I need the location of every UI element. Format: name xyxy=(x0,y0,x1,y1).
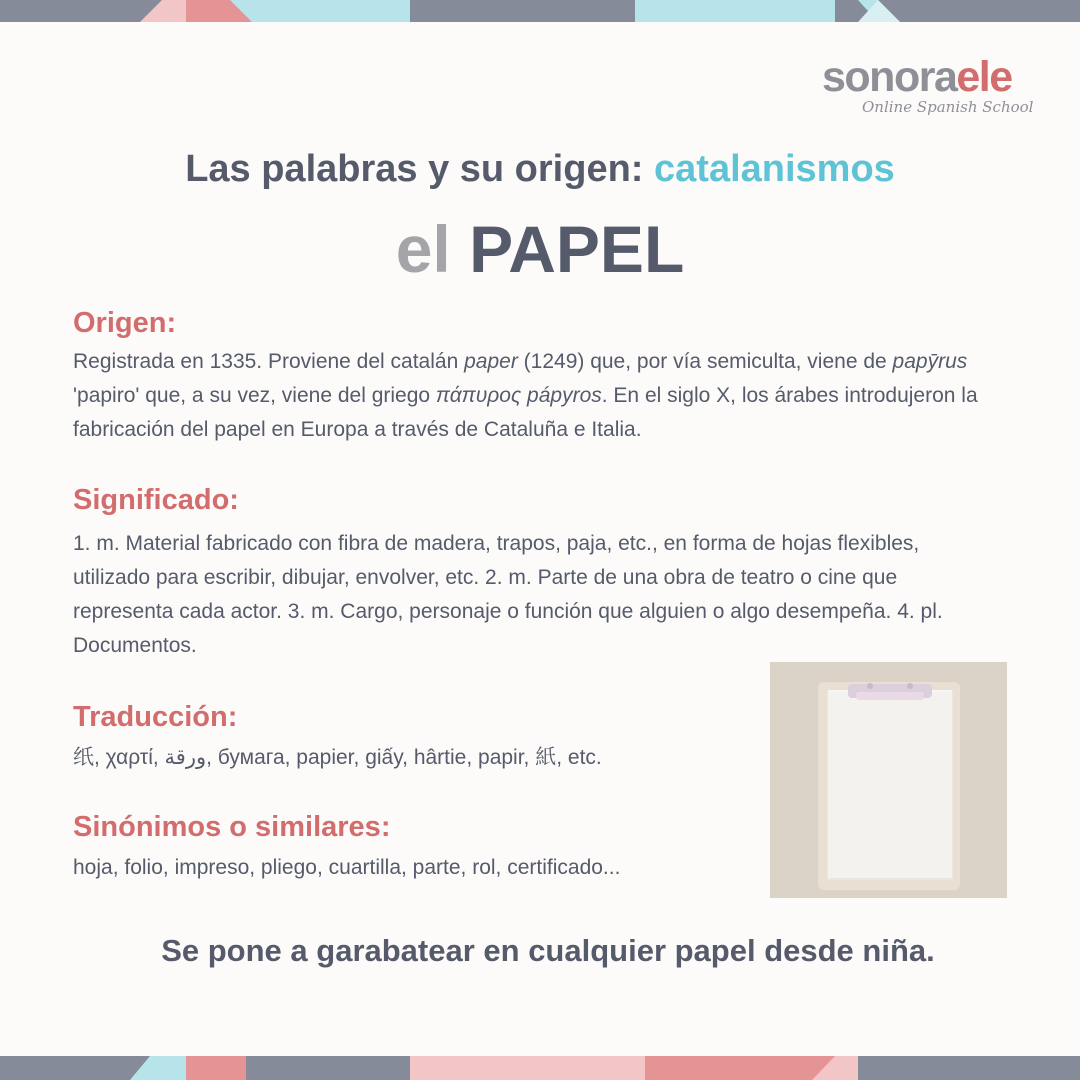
clipboard-photo xyxy=(770,662,1007,898)
page-title xyxy=(0,143,1080,195)
sinonimos-text: hoja, folio, impreso, pliego, cuartilla, parte, rol, certificado... xyxy=(73,856,621,879)
traduccion-text: 纸, χαρτί, ورقة, бумага, papier, giấy, hârtie, papir, 紙, etc. xyxy=(73,746,602,769)
origen-term: papȳrus xyxy=(892,350,968,373)
origen-text-run: . En el siglo X, los árabes introdujeron la fabricación del papel en Europa a través de Cataluña e Italia. xyxy=(73,384,978,441)
word-article: el xyxy=(395,212,451,286)
origen-text-run: Registrada en 1335. Proviene del catalán xyxy=(73,350,465,373)
top-decorative-band xyxy=(0,0,1080,22)
bottom-decorative-band xyxy=(0,1056,1080,1080)
title-accent: catalanismos xyxy=(654,148,895,190)
sinonimos-heading: Sinónimos o similares: xyxy=(73,811,391,843)
origen-heading: Origen: xyxy=(73,307,177,339)
traduccion-heading: Traducción: xyxy=(73,701,238,733)
brand-wordmark: sonoraele xyxy=(822,53,1012,101)
brand-tagline: Online Spanish School xyxy=(862,98,1034,116)
title-prefix: Las palabras y su origen: xyxy=(185,148,655,190)
origen-term: paper xyxy=(464,350,518,373)
example-sentence: Se pone a garabatear en cualquier papel desde niña. xyxy=(161,933,935,968)
featured-word xyxy=(0,211,1080,287)
significado-heading: Significado: xyxy=(73,484,239,516)
brand-logo xyxy=(822,54,1058,124)
origen-term: πάπυρος pápyros xyxy=(435,384,602,407)
origen-text-run: (1249) que, por vía semiculta, viene de xyxy=(517,350,893,373)
origen-text-run: 'papiro' que, a su vez, viene del griego xyxy=(73,384,436,407)
origen-text xyxy=(73,345,1013,447)
word-term: PAPEL xyxy=(469,212,685,286)
significado-text: 1. m. Material fabricado con fibra de madera, trapos, paja, etc., en forma de hojas flexibles, utilizado para escribir, dibujar, envolver, etc. 2. m. Parte de una obra de teatro o cine que representa cada actor. 3. m. Cargo, personaje o función que alguien o algo desempeña. 4. pl. Documentos. xyxy=(73,532,943,657)
